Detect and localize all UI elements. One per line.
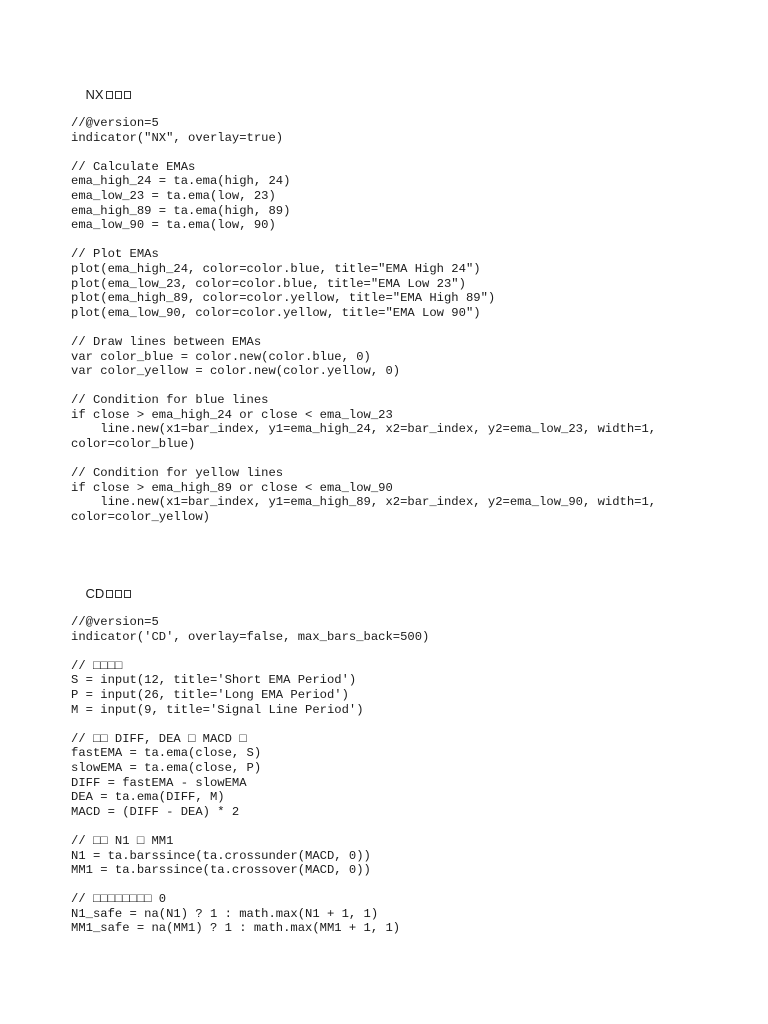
- code-line: DEA = ta.ema(DIFF, M): [71, 790, 225, 805]
- blank-line: [71, 379, 656, 394]
- code-line: plot(ema_high_89, color=color.yellow, title="EMA High 89"): [71, 291, 496, 306]
- code-line: MM1_safe = na(MM1) ? 1 : math.max(MM1 + 1, 1): [71, 921, 401, 936]
- code-line: //@version=5: [71, 615, 159, 629]
- code-line: // Condition for blue lines: [71, 393, 269, 408]
- code-block-nx: [71, 116, 656, 525]
- code-line: line.new(x1=bar_index, y1=ema_high_24, x2=bar_index, y2=ema_low_23, width=1,: [71, 422, 657, 437]
- section-title-text: CD: [85, 586, 105, 601]
- blank-line: [71, 452, 656, 467]
- code-line: plot(ema_low_23, color=color.blue, title="EMA Low 23"): [71, 276, 466, 291]
- code-line: plot(ema_low_90, color=color.yellow, title="EMA Low 90"): [71, 305, 481, 320]
- code-line: // Condition for yellow lines: [71, 466, 284, 481]
- missing-glyph-icon: [115, 91, 122, 99]
- code-line: ema_low_90 = ta.ema(low, 90): [71, 218, 276, 233]
- code-line: // Draw lines between EMAs: [71, 334, 262, 349]
- code-line: // □□ DIFF, DEA □ MACD □: [71, 731, 247, 746]
- blank-line: [71, 819, 429, 834]
- section-title-cd: [71, 571, 131, 616]
- blank-line: [71, 320, 656, 335]
- code-line: P = input(26, title='Long EMA Period'): [71, 687, 349, 702]
- code-line: var color_yellow = color.new(color.yellow, 0): [71, 364, 401, 379]
- code-line: DIFF = fastEMA - slowEMA: [71, 775, 247, 790]
- missing-glyph-icon: [106, 590, 113, 598]
- code-line: indicator('CD', overlay=false, max_bars_back=500): [71, 629, 430, 644]
- code-line: MACD = (DIFF - DEA) * 2: [71, 804, 240, 819]
- code-line: slowEMA = ta.ema(close, P): [71, 760, 262, 775]
- section-title-nx: [71, 72, 131, 117]
- blank-line: [71, 644, 429, 659]
- code-line: var color_blue = color.new(color.blue, 0): [71, 349, 371, 364]
- code-line: if close > ema_high_24 or close < ema_low_23: [71, 407, 393, 422]
- code-line: // □□□□□□□□ 0: [71, 892, 167, 907]
- code-line: N1 = ta.barssince(ta.crossunder(MACD, 0)): [71, 848, 371, 863]
- code-line: color=color_yellow): [71, 510, 210, 525]
- code-line: // Calculate EMAs: [71, 159, 196, 174]
- section-title-text: NX: [85, 87, 104, 102]
- blank-line: [71, 717, 429, 732]
- missing-glyph-icon: [124, 590, 131, 598]
- code-line: // □□□□: [71, 658, 123, 673]
- code-line: MM1 = ta.barssince(ta.crossover(MACD, 0)): [71, 863, 371, 878]
- blank-line: [71, 233, 656, 248]
- code-line: // Plot EMAs: [71, 247, 159, 262]
- code-line: ema_low_23 = ta.ema(low, 23): [71, 188, 276, 203]
- code-line: S = input(12, title='Short EMA Period'): [71, 673, 357, 688]
- code-block-cd: [71, 615, 429, 936]
- code-line: plot(ema_high_24, color=color.blue, title="EMA High 24"): [71, 261, 481, 276]
- code-line: line.new(x1=bar_index, y1=ema_high_89, x2=bar_index, y2=ema_low_90, width=1,: [71, 495, 657, 510]
- missing-glyph-icon: [115, 590, 122, 598]
- code-line: //@version=5: [71, 116, 159, 130]
- code-line: indicator("NX", overlay=true): [71, 130, 284, 145]
- blank-line: [71, 145, 656, 160]
- missing-glyph-icon: [124, 91, 131, 99]
- code-line: fastEMA = ta.ema(close, S): [71, 746, 262, 761]
- code-line: ema_high_89 = ta.ema(high, 89): [71, 203, 291, 218]
- code-line: if close > ema_high_89 or close < ema_low_90: [71, 480, 393, 495]
- code-line: // □□ N1 □ MM1: [71, 833, 174, 848]
- blank-line: [71, 878, 429, 893]
- code-line: ema_high_24 = ta.ema(high, 24): [71, 174, 291, 189]
- code-line: M = input(9, title='Signal Line Period'): [71, 702, 364, 717]
- missing-glyph-icon: [106, 91, 113, 99]
- code-line: N1_safe = na(N1) ? 1 : math.max(N1 + 1, 1): [71, 906, 379, 921]
- code-line: color=color_blue): [71, 437, 196, 452]
